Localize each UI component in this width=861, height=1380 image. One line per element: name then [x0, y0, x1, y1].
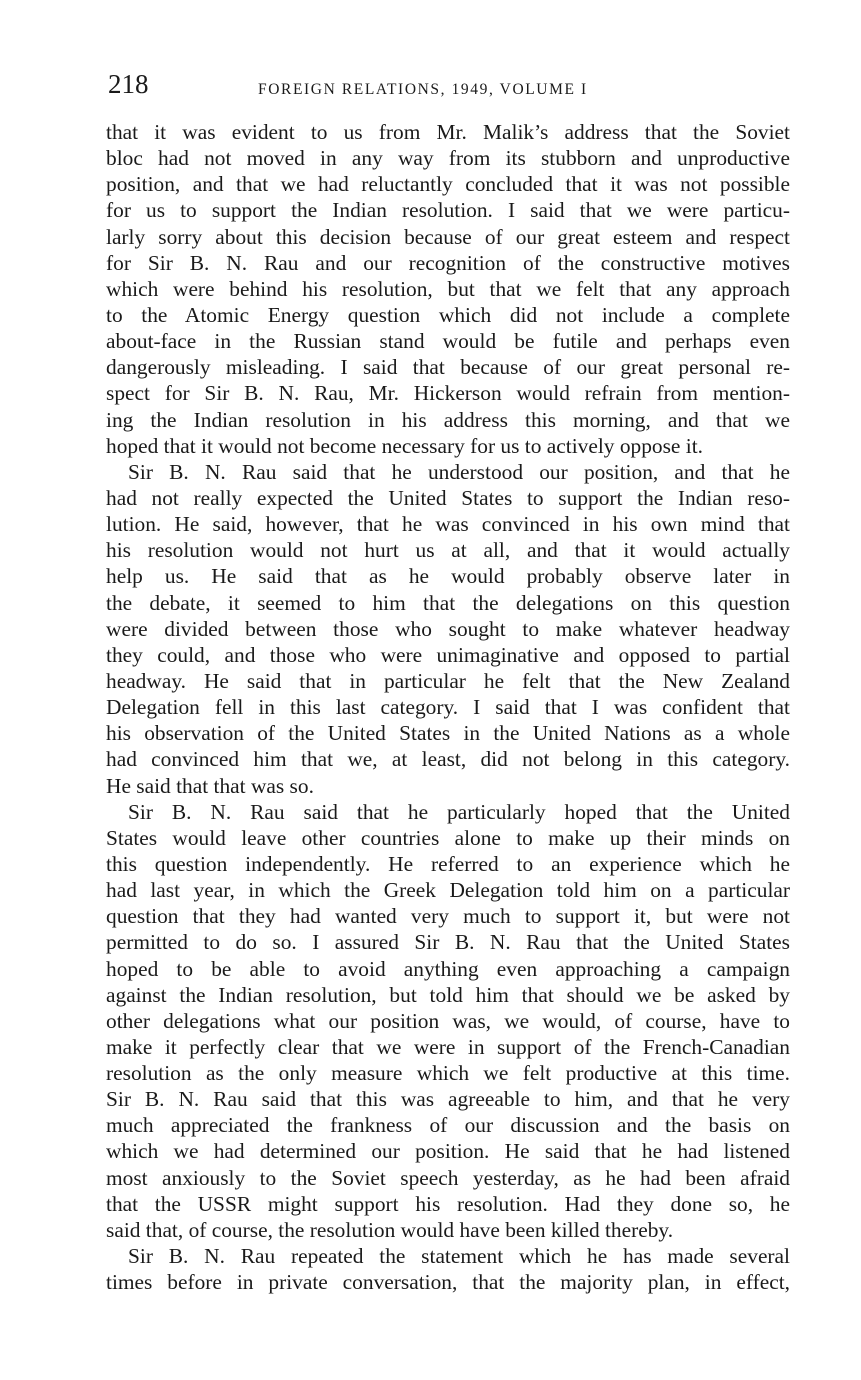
text-line: other delegations what our position was, we would, of course, have to	[106, 1008, 790, 1033]
text-line: Sir B. N. Rau repeated the statement which he has made several	[128, 1244, 790, 1269]
text-line: this question independently. He referred to an experience which he	[106, 851, 790, 876]
text-line: to the Atomic Energy question which did not include a complete	[106, 302, 790, 327]
running-head: FOREIGN RELATIONS, 1949, VOLUME I	[258, 81, 588, 98]
text-line: hoped to be able to avoid anything even approaching a campaign	[106, 956, 790, 981]
text-line: question that they had wanted very much to support it, but were not	[106, 904, 790, 929]
text-line: were divided between those who sought to make whatever headway	[106, 616, 790, 641]
text-line: had not really expected the United States to support the Indian reso-	[106, 485, 790, 510]
text-line: which were behind his resolution, but that we felt that any approach	[106, 276, 790, 301]
page-number: 218	[108, 69, 149, 99]
text-line: spect for Sir B. N. Rau, Mr. Hickerson would refrain from mention-	[106, 381, 790, 406]
text-line: for Sir B. N. Rau and our recognition of the constructive motives	[106, 250, 790, 275]
text-line: that it was evident to us from Mr. Malik’s address that the Soviet	[106, 120, 790, 144]
text-line: hoped that it would not become necessary for us to actively oppose it.	[106, 433, 704, 458]
text-line: had last year, in which the Greek Delegation told him on a particular	[106, 878, 790, 903]
paragraph-3	[106, 799, 790, 1243]
text-line: said that, of course, the resolution would have been killed thereby.	[106, 1217, 674, 1242]
text-line: Sir B. N. Rau said that this was agreeable to him, and that he very	[106, 1087, 790, 1112]
text-line: the debate, it seemed to him that the delegations on this question	[106, 590, 790, 615]
page-header	[108, 64, 808, 104]
text-line: most anxiously to the Soviet speech yesterday, as he had been afraid	[106, 1165, 790, 1190]
text-line: his resolution would not hurt us at all, and that it would actually	[106, 538, 790, 563]
text-line: Sir B. N. Rau said that he particularly hoped that the United	[128, 799, 790, 824]
text-line: about-face in the Russian stand would be futile and perhaps even	[106, 329, 790, 354]
text-line: ing the Indian resolution in his address this morning, and that we	[106, 407, 790, 432]
text-line: for us to support the Indian resolution. I said that we were particu-	[106, 198, 790, 223]
text-line: bloc had not moved in any way from its stubborn and unproductive	[106, 146, 790, 171]
text-line: they could, and those who were unimaginative and opposed to partial	[106, 642, 790, 667]
text-line: headway. He said that in particular he felt that the New Zealand	[106, 668, 790, 693]
text-line: much appreciated the frankness of our discussion and the basis on	[106, 1113, 790, 1138]
text-line: help us. He said that as he would probably observe later in	[106, 564, 790, 589]
text-line: which we had determined our position. He said that he had listened	[106, 1139, 790, 1164]
text-line: resolution as the only measure which we felt productive at this time.	[106, 1061, 790, 1086]
paragraph-2	[106, 459, 790, 799]
body-text	[106, 119, 790, 1295]
text-line: against the Indian resolution, but told him that should we be asked by	[106, 982, 790, 1007]
text-line: his observation of the United States in the United Nations as a whole	[106, 721, 790, 746]
text-line: had convinced him that we, at least, did not belong in this category.	[106, 747, 790, 772]
text-line: Delegation fell in this last category. I said that I was confident that	[106, 695, 790, 720]
paragraph-4	[106, 1243, 790, 1295]
text-line: make it perfectly clear that we were in support of the French-Canadian	[106, 1034, 790, 1059]
text-line: lution. He said, however, that he was convinced in his own mind that	[106, 512, 790, 537]
text-line: position, and that we had reluctantly concluded that it was not possible	[106, 172, 790, 197]
text-line: He said that that was so.	[106, 773, 314, 798]
text-line: that the USSR might support his resolution. Had they done so, he	[106, 1191, 790, 1216]
paragraph-1	[106, 119, 790, 459]
text-line: States would leave other countries alone to make up their minds on	[106, 825, 790, 850]
text-line: dangerously misleading. I said that because of our great personal re-	[106, 355, 790, 380]
text-line: times before in private conversation, that the majority plan, in effect,	[106, 1270, 790, 1295]
text-line: Sir B. N. Rau said that he understood our position, and that he	[128, 459, 790, 484]
text-line: larly sorry about this decision because of our great esteem and respect	[106, 224, 790, 249]
text-line: permitted to do so. I assured Sir B. N. Rau that the United States	[106, 930, 790, 955]
